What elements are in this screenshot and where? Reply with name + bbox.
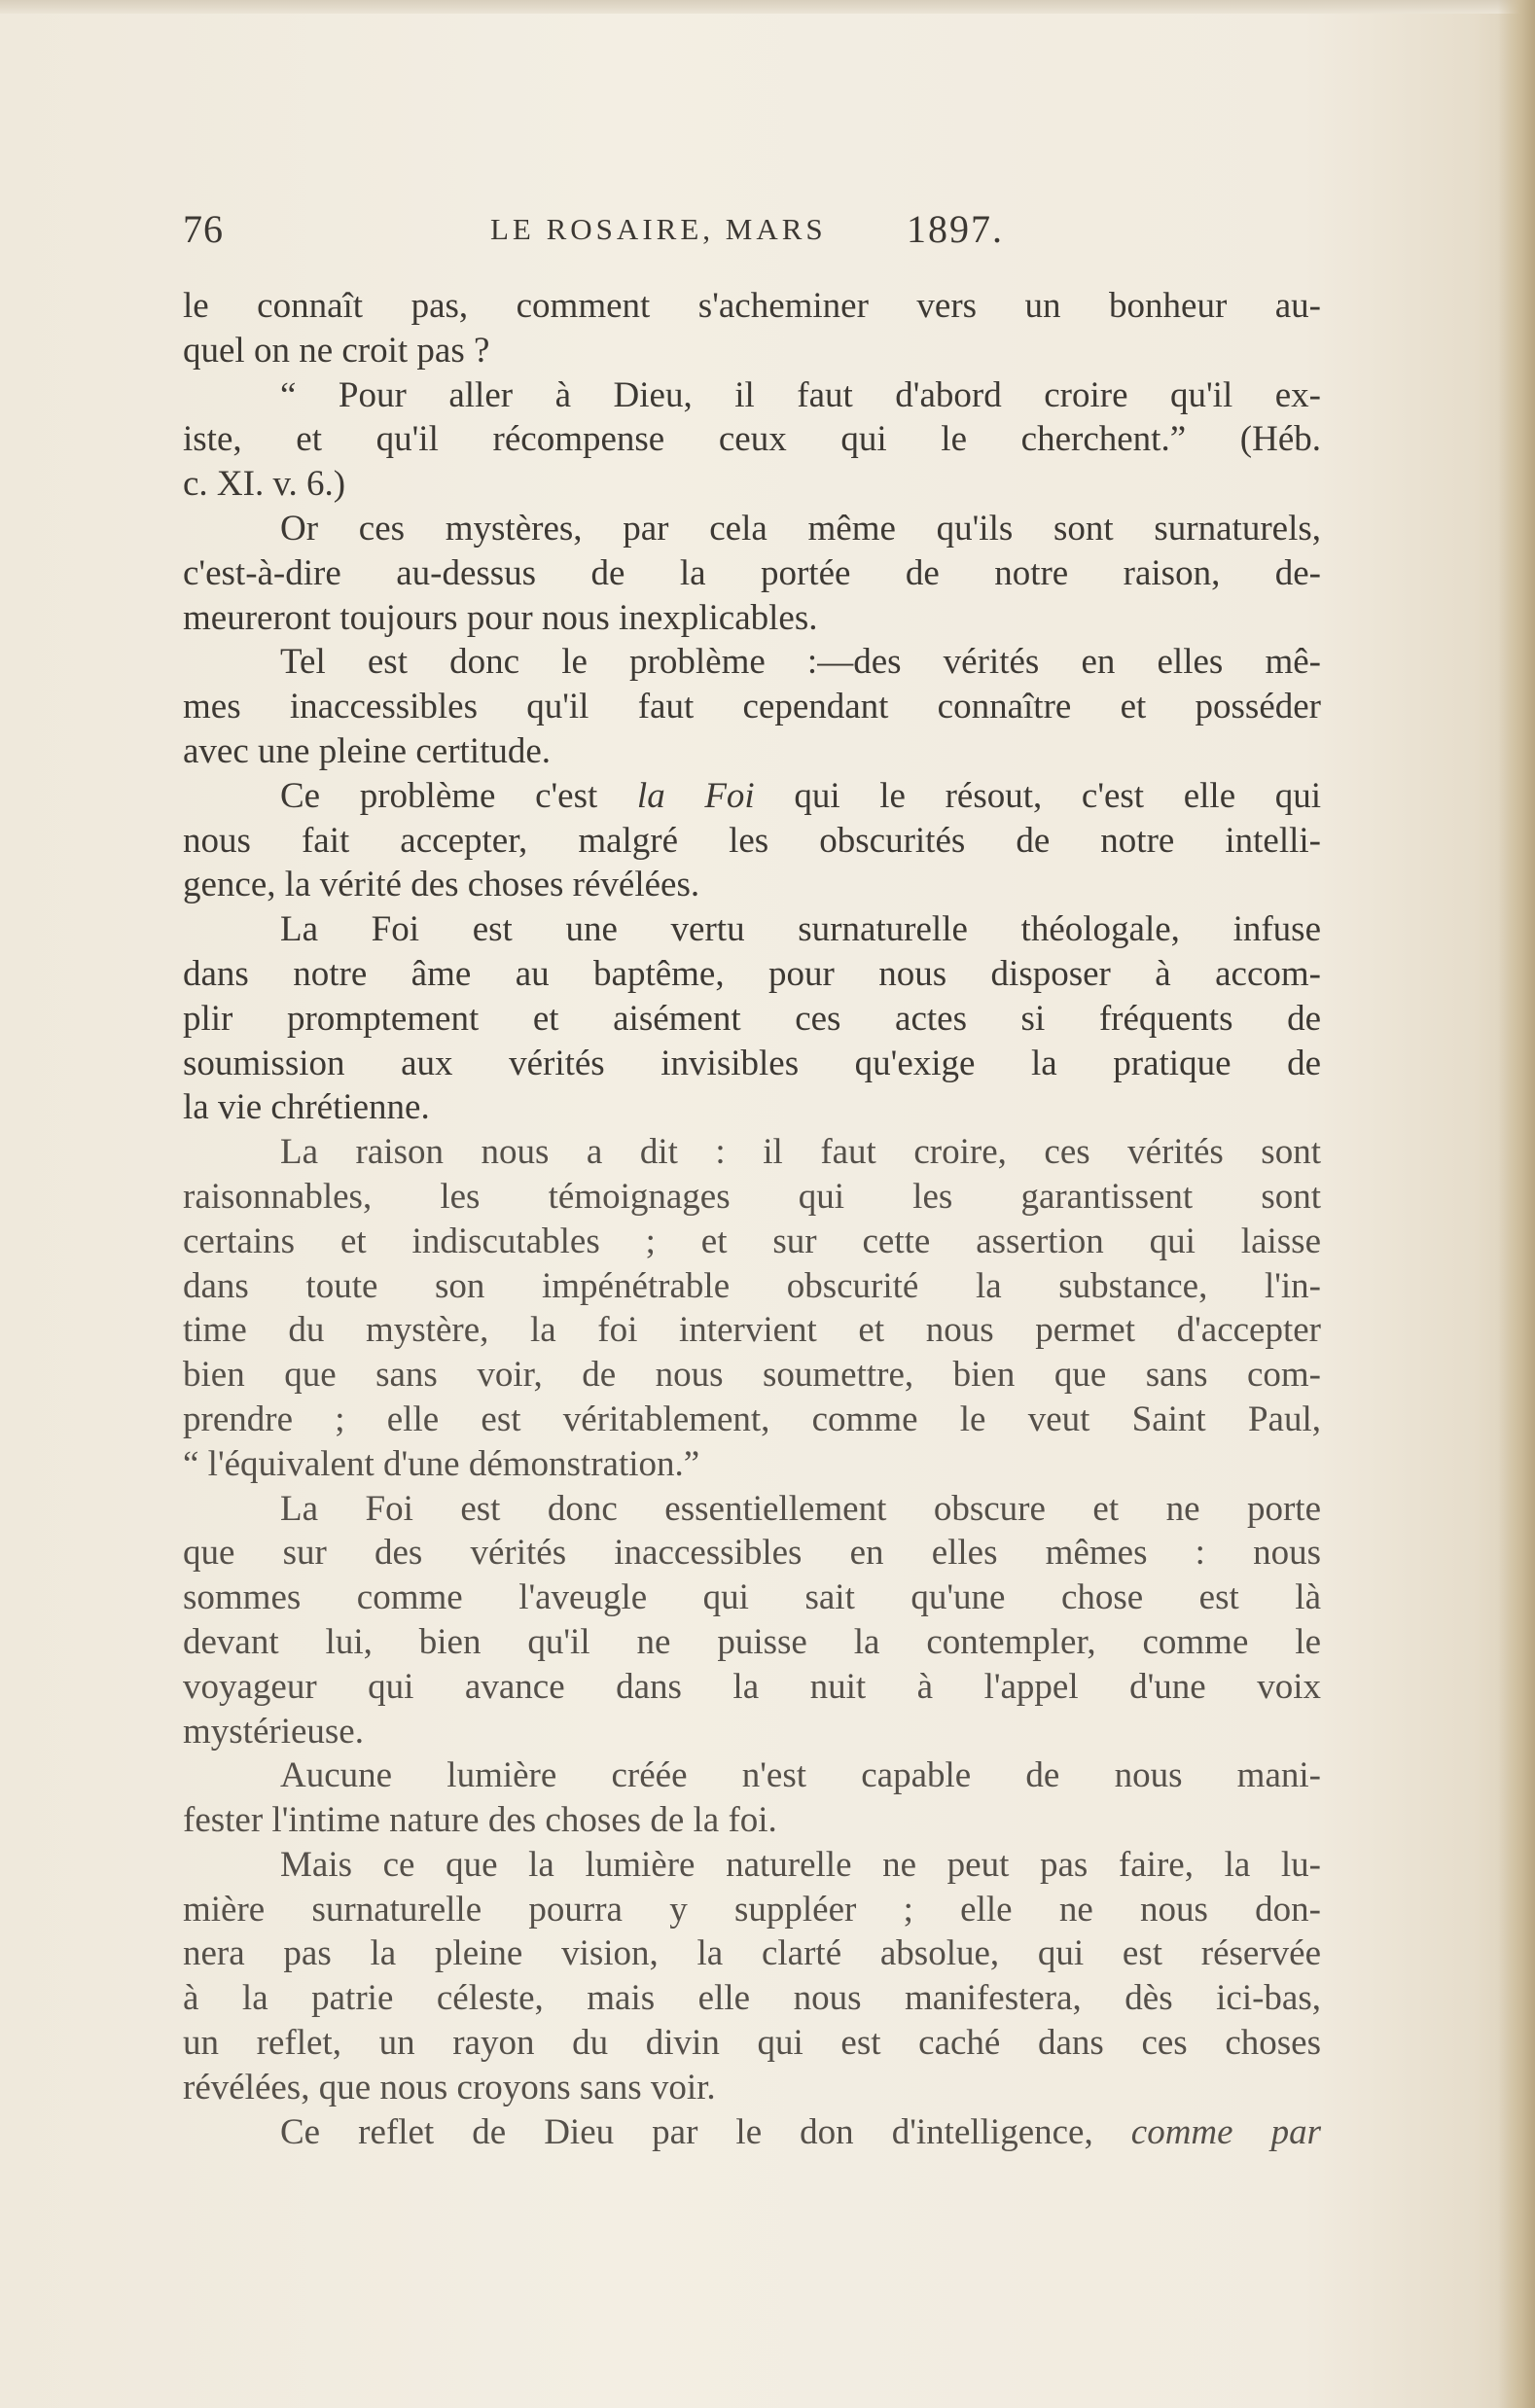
text-line: gence, la vérité des choses révélées. (183, 865, 700, 905)
text-segment: Ce reflet de Dieu par le don d'intelligence, (280, 2111, 1093, 2152)
text-line: Or ces mystères, par cela même qu'ils sont surnaturels, (280, 508, 1321, 549)
text-line: mière surnaturelle pourra y suppléer ; elle ne nous don- (183, 1889, 1321, 1930)
text-line: voyageur qui avance dans la nuit à l'appel d'une voix (183, 1666, 1321, 1707)
italic-comme-par: comme par (1130, 2111, 1322, 2152)
running-header (183, 206, 1323, 265)
text-line: La Foi est une vertu surnaturelle théologale, infuse (280, 909, 1321, 950)
text-line: Tel est donc le problème :—des vérités en elles mê- (280, 642, 1321, 683)
text-line (183, 2110, 1321, 2155)
text-line: “ Pour aller à Dieu, il faut d'abord croire qu'il ex- (280, 374, 1321, 415)
text-line: dans notre âme au baptême, pour nous disposer à accom- (183, 953, 1321, 994)
running-title: LE ROSAIRE, MARS (490, 212, 827, 246)
text-line: prendre ; elle est véritablement, comme le veut Saint Paul, (183, 1399, 1321, 1439)
running-year: 1897. (907, 207, 1004, 251)
text-line: Aucune lumière créée n'est capable de nous mani- (280, 1755, 1321, 1796)
text-line: la vie chrétienne. (183, 1087, 430, 1128)
text-line: le connaît pas, comment s'acheminer vers un bonheur au- (183, 286, 1321, 326)
text-line: un reflet, un rayon du divin qui est caché dans ces choses (183, 2023, 1321, 2064)
text-line: time du mystère, la foi intervient et nous permet d'accepter (183, 1310, 1321, 1351)
text-line: bien que sans voir, de nous soumettre, bien que sans com- (183, 1355, 1321, 1396)
text-line: nera pas la pleine vision, la clarté absolue, qui est réservée (183, 1933, 1321, 1974)
text-line: dans toute son impénétrable obscurité la substance, l'in- (183, 1265, 1321, 1306)
text-line: raisonnables, les témoignages qui les garantissent sont (183, 1176, 1321, 1217)
text-line: révélées, que nous croyons sans voir. (183, 2067, 716, 2107)
text-line: quel on ne croit pas ? (183, 330, 490, 371)
text-line (183, 774, 1321, 819)
text-line: meureront toujours pour nous inexplicables. (183, 597, 818, 638)
text-line: certains et indiscutables ; et sur cette assertion qui laisse (183, 1221, 1321, 1261)
text-line: iste, et qu'il récompense ceux qui le cherchent.” (Héb. (183, 419, 1321, 460)
text-segment: Ce problème c'est (280, 775, 598, 816)
italic-la-foi: la Foi (636, 775, 755, 816)
text-line: “ l'équivalent d'une démonstration.” (183, 1443, 700, 1484)
page-number: 76 (183, 207, 224, 251)
text-line: mystérieuse. (183, 1711, 364, 1752)
text-line: sommes comme l'aveugle qui sait qu'une chose est là (183, 1577, 1321, 1618)
page-binding-shadow (1498, 0, 1535, 2408)
text-line: nous fait accepter, malgré les obscurités de notre intelli- (183, 820, 1321, 861)
text-line: c'est-à-dire au-dessus de la portée de notre raison, de- (183, 552, 1321, 593)
text-line: fester l'intime nature des choses de la foi. (183, 1800, 777, 1841)
text-segment: qui le résout, c'est elle qui (794, 775, 1322, 816)
text-line: c. XI. v. 6.) (183, 464, 346, 505)
text-line: mes inaccessibles qu'il faut cependant connaître et posséder (183, 687, 1321, 727)
text-line: La raison nous a dit : il faut croire, ces vérités sont (280, 1132, 1321, 1173)
text-line: La Foi est donc essentiellement obscure et ne porte (280, 1488, 1321, 1529)
text-line: plir promptement et aisément ces actes si fréquents de (183, 998, 1321, 1039)
text-line: Mais ce que la lumière naturelle ne peut pas faire, la lu- (280, 1844, 1321, 1885)
page-top-edge (0, 0, 1535, 14)
text-line: devant lui, bien qu'il ne puisse la contempler, comme le (183, 1621, 1321, 1662)
text-line: avec une pleine certitude. (183, 730, 552, 771)
text-line: à la patrie céleste, mais elle nous manifestera, dès ici-bas, (183, 1978, 1321, 2019)
text-line: soumission aux vérités invisibles qu'exige la pratique de (183, 1043, 1321, 1083)
article-body (183, 284, 1321, 2154)
text-line: que sur des vérités inaccessibles en elles mêmes : nous (183, 1533, 1321, 1574)
